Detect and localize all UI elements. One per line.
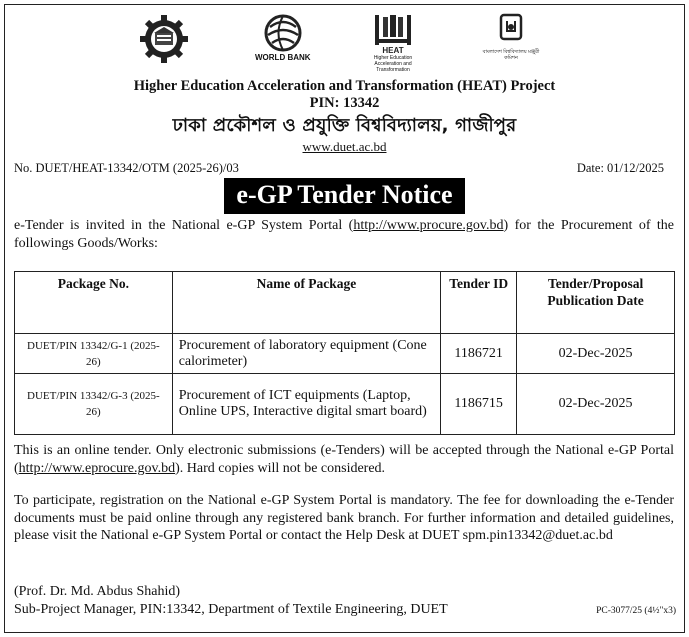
ugc-logo-icon [483,13,541,61]
tender-notice-page [4,4,685,633]
signer-block [14,583,448,618]
university-name: ঢাকা প্রকৌশল ও প্রযুক্তি বিশ্ববিদ্যালয়, গাজীপুর [172,115,517,136]
table-header-row [15,272,675,334]
heat-mark: HEAT [382,46,404,55]
intro-paragraph [14,217,674,252]
world-bank-caption: WORLD BANK [255,53,311,62]
row-publication-date: 02-Dec-2025 [517,374,675,435]
online-text-start: This is an online tender. Only electronic submissions (e-Tenders) will be accepted through the National e-GP Portal ( [14,443,674,476]
table-row [15,374,675,435]
duet-logo-icon [140,13,188,65]
online-text-end: ). Hard copies will not be considered. [175,460,386,476]
header-package-no: Package No. [15,272,173,334]
website-link[interactable]: www.duet.ac.bd [302,139,387,154]
logo-row [5,13,684,75]
world-bank-logo-icon [255,13,311,62]
row-package-no: DUET/PIN 13342/G-3 (2025-26) [15,374,173,435]
eprocure-portal-link[interactable]: http://www.eprocure.gov.bd [18,460,176,476]
intro-text-start: e-Tender is invited in the National e-GP System Portal ( [14,218,354,233]
pc-reference: PC-3077/25 (4½"x3) [596,606,676,616]
online-tender-paragraph [14,442,674,477]
row-package-name: Procurement of laboratory equipment (Cone calorimeter) [172,334,440,374]
procure-portal-link[interactable]: http://www.procure.gov.bd [353,218,504,233]
row-tender-id: 1186715 [441,374,517,435]
signer-name: (Prof. Dr. Md. Abdus Shahid) [14,584,181,599]
project-title: Higher Education Acceleration and Transformation (HEAT) Project [133,78,556,94]
reference-number: No. DUET/HEAT-13342/OTM (2025-26)/03 [14,161,239,175]
row-package-no: DUET/PIN 13342/G-1 (2025-26) [15,334,173,374]
row-publication-date: 02-Dec-2025 [517,334,675,374]
heat-logo-icon [373,13,415,73]
project-pin: PIN: 13342 [309,95,380,111]
signer-designation: Sub-Project Manager, PIN:13342, Department of Textile Engineering, DUET [14,601,448,617]
row-package-name: Procurement of ICT equipments (Laptop, Online UPS, Interactive digital smart board) [172,374,440,435]
header-publication-date: Tender/Proposal Publication Date [517,272,675,334]
tender-table [14,271,675,435]
ugc-caption: বাংলাদেশ বিশ্ববিদ্যালয় মঞ্জুরী কমিশন [482,49,540,61]
header-tender-id: Tender ID [441,272,517,334]
header-package-name: Name of Package [172,272,440,334]
registration-paragraph: To participate, registration on the National e-GP System Portal is mandatory. The fee for downloading the e-Tender documents must be paid online through any registered bank branch. For further information and detailed guidelines, please visit the National e-GP System Portal or contact the Help Desk at DUET spm.pin13342@duet.ac.bd [14,493,674,543]
notice-date: Date: 01/12/2025 [576,161,664,175]
intro-text-end: ) for the Procurement of the followings Goods/Works: [14,218,675,251]
row-tender-id: 1186721 [441,334,517,374]
heat-caption: Higher Education Acceleration and Transformation [373,55,413,73]
notice-title: e-GP Tender Notice [224,178,464,214]
table-row [15,334,675,374]
notice-title-wrap [5,178,684,214]
